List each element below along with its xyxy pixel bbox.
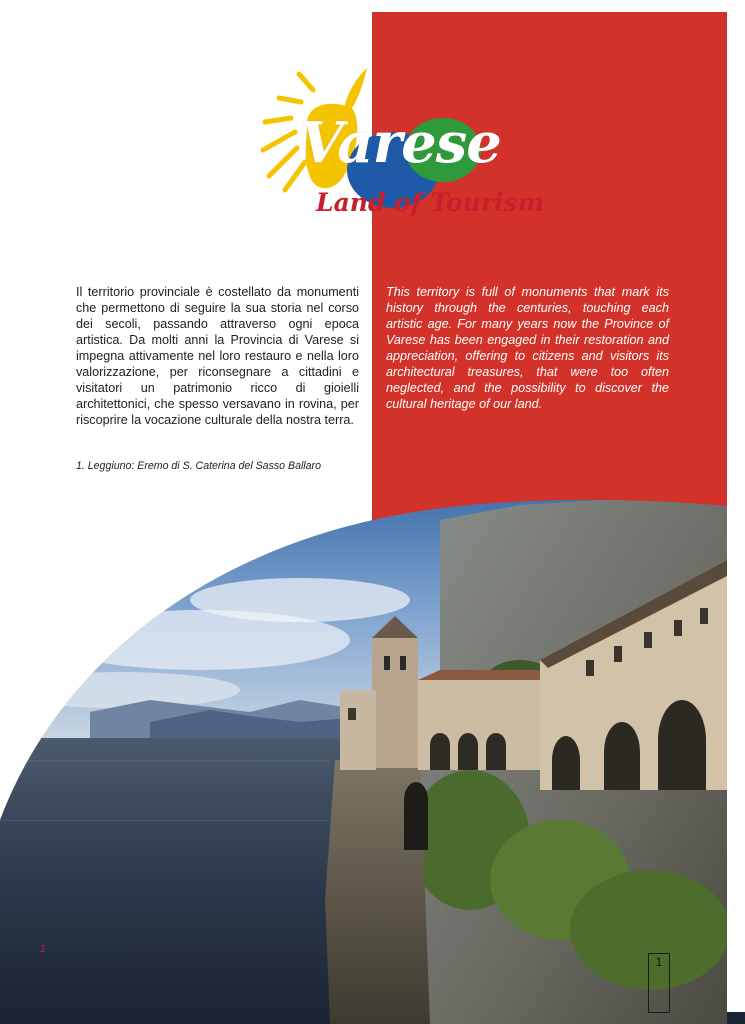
logo-word: Varese (300, 110, 501, 176)
logo-tagline: Land of Tourism (316, 188, 545, 217)
photo-caption: 1. Leggiuno: Eremo di S. Caterina del Sasso Ballaro (76, 460, 321, 472)
italian-text: Il territorio provinciale è costellato da monumenti che permettono di seguire la sua storia nel corso dei secoli, passando attraverso ogni epoca artistica. Da molti anni la Provincia di Varese si impegna attivamente nel loro restauro e nella loro valorizzazione, per riconsegnare a cittadini e visitatori un patrimonio ricco di gioielli architettonici, che spesso versavano in rovina, per riscoprire la vocazione culturale della nostra terra. (76, 285, 359, 427)
page-number-box-label: 1 (655, 955, 663, 969)
english-text: This territory is full of monuments that mark its history through the centuries, touching each artistic age. For many years now the Province of Varese has been engaged in their restoration and appreciation, offering to citizens and visitors its architectural treasures, that were too often neglected, and the possibility to discover the cultural heritage of our land. (386, 285, 669, 411)
page-number-box (648, 953, 670, 1013)
page-number-left: 1 (40, 944, 46, 955)
